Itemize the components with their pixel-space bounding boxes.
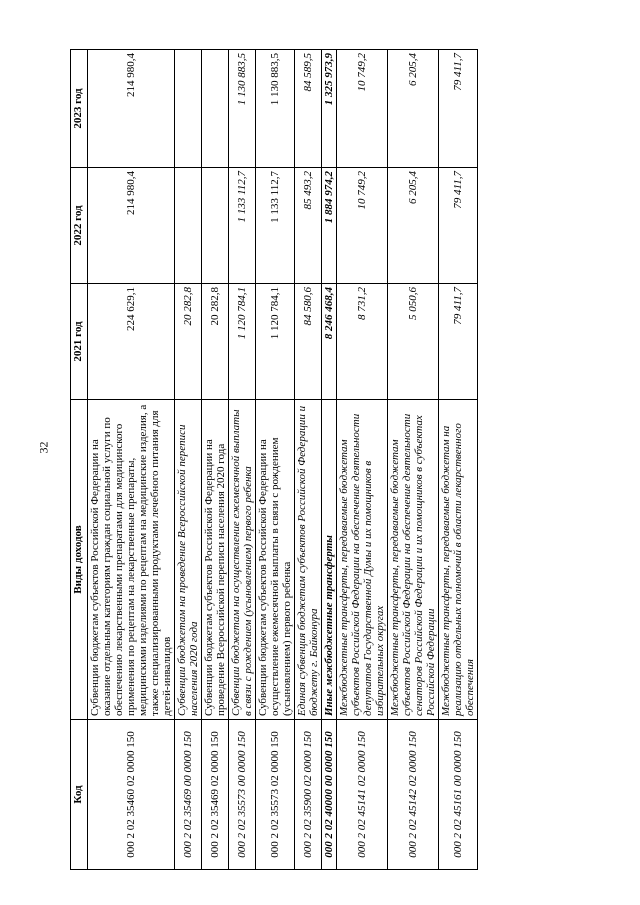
table-row	[175, 50, 202, 870]
budget-table	[70, 49, 478, 870]
header-income-type: Виды доходов	[71, 400, 88, 720]
row-code: 000 2 02 45161 00 0000 150	[439, 720, 478, 870]
row-income-type: Межбюджетные трансферты, передаваемые бюджетам субъектов Российской Федерации на обеспечение деятельности сенаторов Российской Федерации и их помощников в субъектах Российской Федерации	[388, 400, 439, 720]
table-row	[202, 50, 229, 870]
row-value-2021: 5 050,6	[388, 284, 439, 400]
row-value-2021: 8 246 468,4	[322, 284, 337, 400]
row-income-type: Субвенции бюджетам субъектов Российской Федерации на осуществление ежемесячной выплаты в связи с рождением (усыновлением) первого ребенка	[256, 400, 295, 720]
row-value-2023	[175, 50, 202, 168]
row-income-type: Межбюджетные трансферты, передаваемые бюджетам субъектов Российской Федерации на обеспечение деятельности депутатов Государственной Думы и их помощников в избирательных округах	[337, 400, 388, 720]
row-code: 000 2 02 35900 02 0000 150	[295, 720, 322, 870]
row-value-2021: 224 629,1	[88, 284, 175, 400]
row-code: 000 2 02 45141 02 0000 150	[337, 720, 388, 870]
row-value-2023: 6 205,4	[388, 50, 439, 168]
table-row	[322, 50, 337, 870]
row-value-2023: 1 130 883,5	[229, 50, 256, 168]
table-row	[88, 50, 175, 870]
page-number: 32	[36, 441, 51, 454]
table-row	[229, 50, 256, 870]
header-2023: 2023 год	[71, 50, 88, 168]
row-value-2022: 10 749,2	[337, 168, 388, 284]
row-value-2022: 6 205,4	[388, 168, 439, 284]
row-value-2023: 84 589,5	[295, 50, 322, 168]
table-row	[337, 50, 388, 870]
budget-table-container	[70, 50, 575, 870]
row-income-type: Субвенции бюджетам субъектов Российской Федерации на проведение Всероссийской переписи населения 2020 года	[202, 400, 229, 720]
row-value-2023	[202, 50, 229, 168]
row-value-2021: 20 282,8	[202, 284, 229, 400]
row-value-2022: 79 411,7	[439, 168, 478, 284]
header-2021: 2021 год	[71, 284, 88, 400]
row-income-type: Единая субвенция бюджетам субъектов Российской Федерации и бюджету г. Байконура	[295, 400, 322, 720]
row-code: 000 2 02 45142 02 0000 150	[388, 720, 439, 870]
row-income-type: Межбюджетные трансферты, передаваемые бюджетам на реализацию отдельных полномочий в области лекарственного обеспечения	[439, 400, 478, 720]
row-value-2023: 1 130 883,5	[256, 50, 295, 168]
row-value-2021: 84 580,6	[295, 284, 322, 400]
row-value-2022: 1 133 112,7	[256, 168, 295, 284]
row-value-2023: 1 325 973,9	[322, 50, 337, 168]
header-code: Код	[71, 720, 88, 870]
row-income-type: Субвенции бюджетам субъектов Российской Федерации на оказание отдельным категориям граждан социальной услуги по обеспечению лекарственными препаратами для медицинского применения по рецептам на лекарственные препараты, медицинскими изделиями по рецептам на медицинские изделия, а также специализированными продуктами лечебного питания для детей-инвалидов	[88, 400, 175, 720]
row-value-2021: 1 120 784,1	[256, 284, 295, 400]
row-value-2021: 20 282,8	[175, 284, 202, 400]
row-value-2022	[175, 168, 202, 284]
header-2022: 2022 год	[71, 168, 88, 284]
table-row	[295, 50, 322, 870]
row-value-2023: 10 749,2	[337, 50, 388, 168]
row-value-2023: 79 411,7	[439, 50, 478, 168]
row-code: 000 2 02 35460 02 0000 150	[88, 720, 175, 870]
row-value-2021: 79 411,7	[439, 284, 478, 400]
table-row	[388, 50, 439, 870]
row-value-2022: 1 884 974,2	[322, 168, 337, 284]
row-code: 000 2 02 35573 02 0000 150	[256, 720, 295, 870]
row-value-2022: 214 980,4	[88, 168, 175, 284]
row-value-2022: 1 133 112,7	[229, 168, 256, 284]
row-income-type: Иные межбюджетные трансферты	[322, 400, 337, 720]
row-code: 000 2 02 35573 00 0000 150	[229, 720, 256, 870]
row-value-2021: 1 120 784,1	[229, 284, 256, 400]
row-code: 000 2 02 35469 00 0000 150	[175, 720, 202, 870]
row-value-2021: 8 731,2	[337, 284, 388, 400]
row-value-2022	[202, 168, 229, 284]
row-income-type: Субвенции бюджетам на осуществление ежемесячной выплаты в связи с рождением (усыновлением) первого ребенка	[229, 400, 256, 720]
table-header-row	[71, 50, 88, 870]
row-income-type: Субвенции бюджетам на проведение Всероссийской переписи населения 2020 года	[175, 400, 202, 720]
row-code: 000 2 02 35469 02 0000 150	[202, 720, 229, 870]
row-value-2023: 214 980,4	[88, 50, 175, 168]
row-value-2022: 85 493,2	[295, 168, 322, 284]
table-row	[439, 50, 478, 870]
row-code: 000 2 02 40000 00 0000 150	[322, 720, 337, 870]
table-row	[256, 50, 295, 870]
